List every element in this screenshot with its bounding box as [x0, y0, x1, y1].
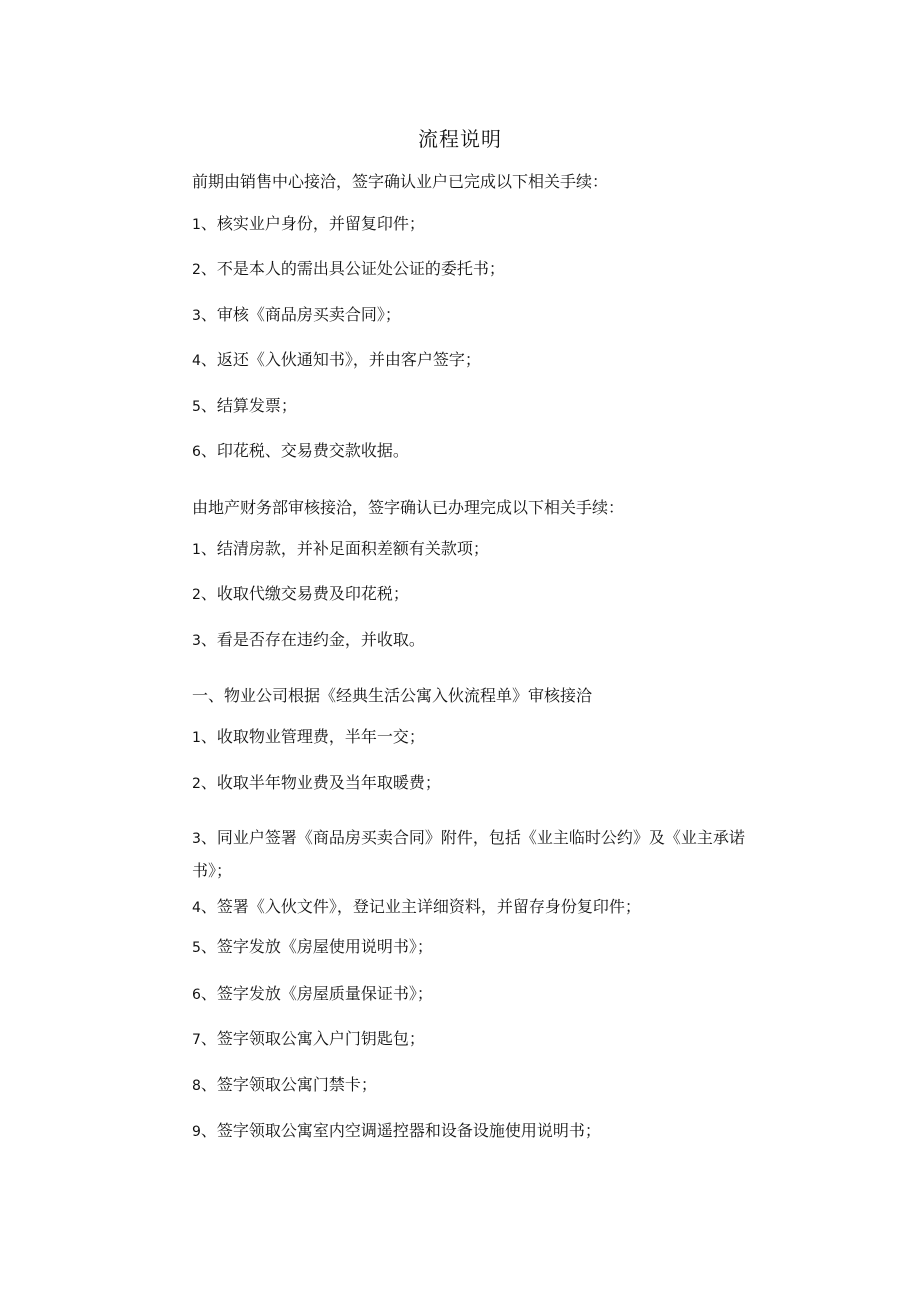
item-number: 8: [192, 1078, 201, 1094]
list-item: [192, 1119, 792, 1144]
item-text: 、不是本人的需出具公证处公证的委托书；: [200, 259, 505, 278]
list-item: [192, 982, 792, 1007]
item-number: 1: [192, 730, 201, 746]
list-item: [192, 935, 792, 960]
item-number: 2: [192, 262, 201, 278]
item-number: 9: [192, 1124, 201, 1140]
item-number: 4: [192, 900, 201, 916]
section1-intro: 前期由销售中心接洽，签字确认业户已完成以下相关手续：: [192, 172, 609, 191]
item-text: 、结算发票；: [200, 396, 297, 415]
list-item: [192, 348, 792, 373]
item-number: 5: [192, 940, 201, 956]
list-item: [192, 628, 792, 653]
list-item: [192, 537, 792, 562]
list-item: [192, 582, 792, 607]
item-text: 、审核《商品房买卖合同》；: [200, 305, 401, 324]
list-item: [192, 1027, 792, 1052]
list-item: [192, 822, 782, 887]
list-item: [192, 1073, 792, 1098]
list-item: [192, 394, 792, 419]
item-number: 3: [192, 633, 201, 649]
item-number: 1: [192, 217, 201, 233]
list-item: [192, 895, 792, 920]
item-number: 7: [192, 1032, 201, 1048]
item-text: 、签字领取公寓室内空调遥控器和设备设施使用说明书；: [200, 1121, 601, 1140]
section2-intro: 由地产财务部审核接洽，签字确认已办理完成以下相关手续：: [192, 498, 625, 517]
item-number: 3: [192, 308, 201, 324]
item-number: 4: [192, 353, 201, 369]
item-text: 、结清房款，并补足面积差额有关款项；: [200, 539, 489, 558]
item-text: 、签署《入伙文件》，登记业主详细资料，并留存身份复印件；: [200, 897, 641, 916]
item-number: 3: [192, 831, 201, 847]
item-text: 、收取物业管理费，半年一交；: [200, 727, 425, 746]
item-number: 1: [192, 542, 201, 558]
item-number: 2: [192, 587, 201, 603]
item-text: 、签字发放《房屋质量保证书》；: [200, 984, 433, 1003]
item-text: 、签字发放《房屋使用说明书》；: [200, 937, 433, 956]
item-text: 、核实业户身份，并留复印件；: [200, 214, 425, 233]
item-number: 2: [192, 776, 201, 792]
document-title: 流程说明: [418, 127, 502, 151]
list-item: [192, 257, 792, 282]
list-item: [192, 212, 792, 237]
item-text: 、返还《入伙通知书》，并由客户签字；: [200, 350, 481, 369]
item-text: 、签字领取公寓入户门钥匙包；: [200, 1029, 425, 1048]
list-item: [192, 303, 792, 328]
item-text: 、签字领取公寓门禁卡；: [200, 1075, 377, 1094]
item-number: 6: [192, 987, 201, 1003]
item-text: 、收取半年物业费及当年取暖费；: [200, 773, 441, 792]
list-item: [192, 725, 792, 750]
item-number: 5: [192, 399, 201, 415]
list-item: [192, 439, 792, 464]
item-text: 、看是否存在违约金，并收取。: [200, 630, 425, 649]
item-number: 6: [192, 444, 201, 460]
item-text: 、收取代缴交易费及印花税；: [200, 584, 409, 603]
item-text: 、印花税、交易费交款收据。: [200, 441, 409, 460]
list-item: [192, 771, 792, 796]
section3-intro: 一、物业公司根据《经典生活公寓入伙流程单》审核接洽: [192, 686, 593, 705]
item-text: 、同业户签署《商品房买卖合同》附件，包括《业主临时公约》及《业主承诺书》；: [192, 828, 745, 880]
